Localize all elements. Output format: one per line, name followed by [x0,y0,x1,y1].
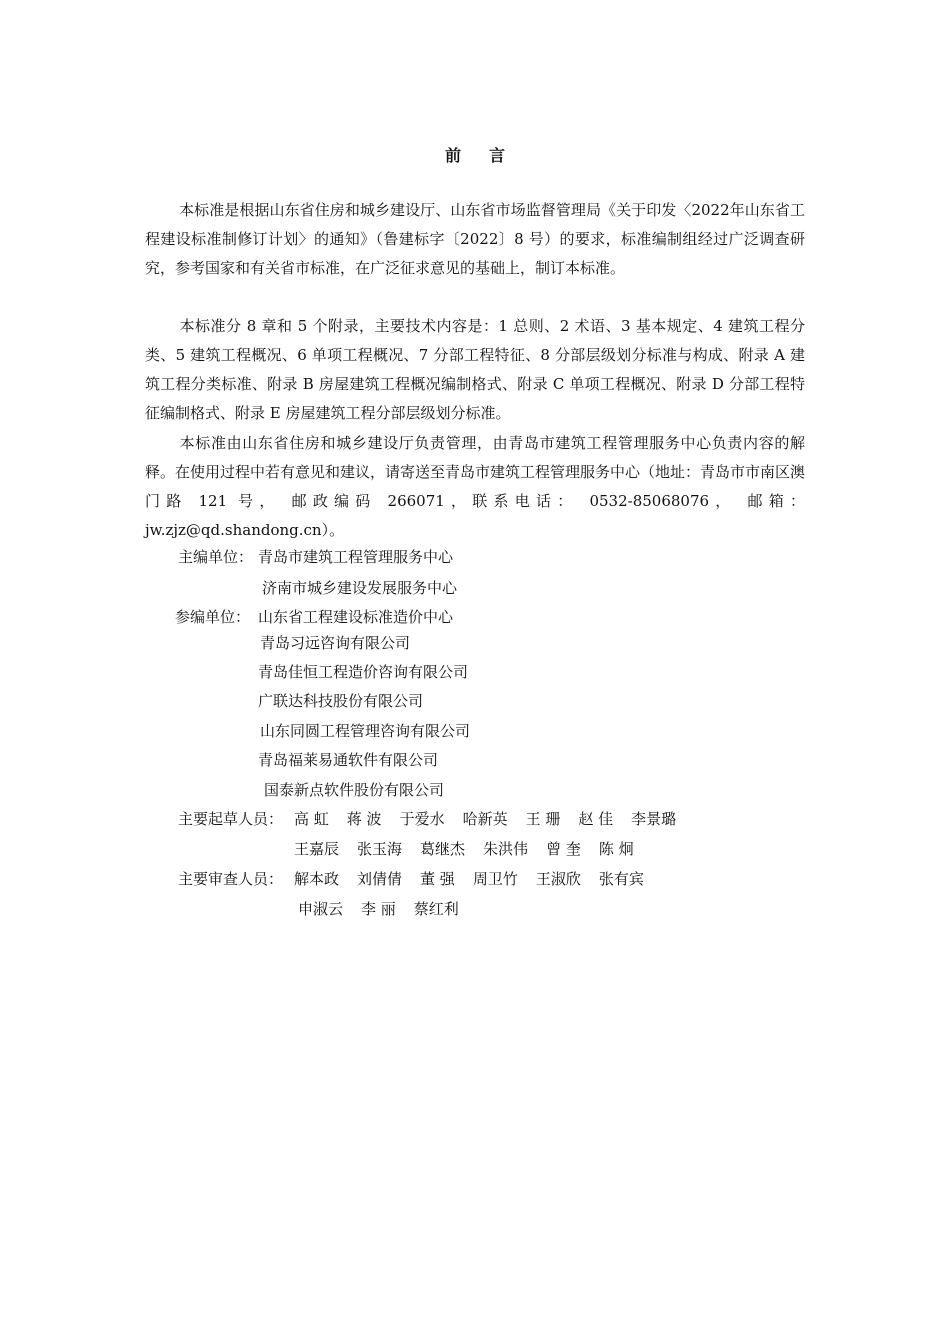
page-title: 前言 [444,146,533,165]
paragraph-management [145,429,805,545]
reviewer-name: 李 丽 [361,900,396,918]
drafter-name: 哈新英 [462,810,508,828]
participating-unit: 山东省工程建设标准造价中心 [258,608,454,626]
drafter-name: 蒋 波 [346,810,382,828]
paragraph-basis [145,196,805,283]
reviewer-name: 周卫竹 [472,870,518,888]
drafter-name: 曾 奎 [546,840,581,858]
reviewers-label: 主要审查人员： [178,870,284,888]
drafter-name: 高 虹 [294,810,329,828]
drafters-row-1 [294,809,694,829]
paragraph-basis-text: 本标准是根据山东省住房和城乡建设厅、山东省市场监督管理局《关于印发〈2022年山东省工程建设标准制修订计划〉的通知》（鲁建标字〔2022〕8 号）的要求，标准编制组经过广泛调查研究，参考国家和有关省市标准，在广泛征求意见的基础上，制订本标准。 [145,201,805,277]
drafter-name: 李景璐 [631,810,677,828]
reviewer-name: 解本政 [294,870,340,888]
participating-units-label: 参编单位： [175,608,251,626]
reviewer-name: 申淑云 [298,900,344,918]
drafter-name: 朱洪伟 [483,840,529,858]
chief-unit: 济南市城乡建设发展服务中心 [262,579,458,597]
paragraph-contents [145,312,805,428]
participating-unit: 青岛习远咨询有限公司 [260,634,411,652]
reviewer-name: 张有宾 [598,870,644,888]
reviewers-row-1 [294,869,662,889]
reviewers-row-2 [298,899,477,919]
participating-unit: 青岛福莱易通软件有限公司 [258,751,439,769]
drafters-label: 主要起草人员： [178,810,284,828]
paragraph-management-text: 本标准由山东省住房和城乡建设厅负责管理，由青岛市建筑工程管理服务中心负责内容的解释。在使用过程中若有意见和建议，请寄送至青岛市建筑工程管理服务中心（地址：青岛市市南区澳门路 121 号， 邮政编码 266071，联系电话： 0532-85068076， 邮箱： jw.zjz@qd.shandong.cn）。 [145,434,806,539]
reviewer-name: 刘倩倩 [357,870,403,888]
participating-unit: 山东同圆工程管理咨询有限公司 [260,722,471,740]
participating-unit: 广联达科技股份有限公司 [258,692,424,710]
drafter-name: 陈 炯 [598,840,634,858]
drafter-name: 于爱水 [399,810,445,828]
drafter-name: 赵 佳 [578,810,614,828]
reviewer-name: 王淑欣 [535,870,581,888]
participating-unit: 青岛佳恒工程造价咨询有限公司 [258,663,469,681]
drafter-name: 张玉海 [357,840,403,858]
chief-unit: 青岛市建筑工程管理服务中心 [258,548,454,566]
drafter-name: 葛继杰 [420,840,466,858]
drafter-name: 王嘉辰 [294,840,340,858]
reviewer-name: 董 强 [420,870,455,888]
participating-unit: 国泰新点软件股份有限公司 [264,781,445,799]
chief-units-label: 主编单位： [178,548,254,566]
drafter-name: 王 珊 [525,810,561,828]
drafters-row-2 [294,839,652,859]
paragraph-contents-text: 本标准分 8 章和 5 个附录，主要技术内容是：1 总则、2 术语、3 基本规定、4 建筑工程分类、5 建筑工程概况、6 单项工程概况、7 分部工程特征、8 分部层级划分标准与构成、附录 A 建筑工程分类标准、附录 B 房屋建筑工程概况编制格式、附录 C 单项工程概况、附录 D 分部工程特征编制格式、附录 E 房屋建筑工程分部层级划分标准。 [145,317,805,422]
reviewer-name: 蔡红利 [413,900,459,918]
